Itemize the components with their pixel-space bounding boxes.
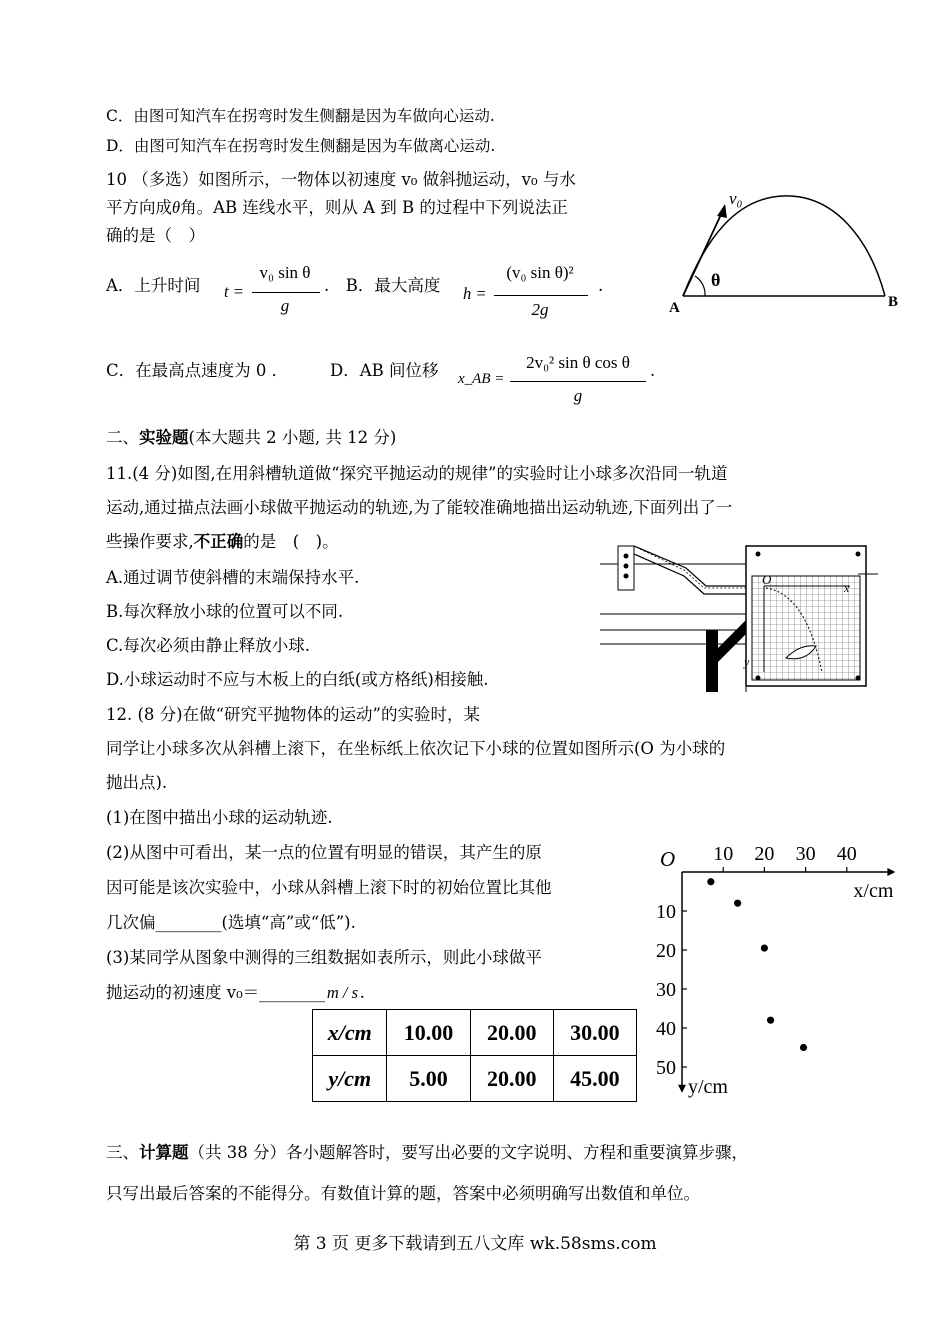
y-axis-arrowhead [678,1085,686,1093]
q10-option-b-numerator: (v₀ sin θ)² [506,263,574,282]
q10-option-b-denominator: 2g [531,300,549,319]
y-tick-label: 50 [656,1057,676,1079]
section-2-heading: 二、实验题(本大题共 2 小题, 共 12 分) [106,428,397,447]
theta-label: θ [711,270,721,290]
q11-option-c: C.每次必须由静止释放小球. [106,636,311,655]
q10-option-d-denominator: g [573,386,583,405]
q10-option-d-end: . [650,361,656,380]
table-cell: 10.00 [387,1010,470,1056]
point-a-label: A [669,300,680,316]
table-cell: 20.00 [470,1056,553,1102]
q9-option-d: D．由图可知汽车在拐弯时发生侧翻是因为车做离心运动. [106,137,496,155]
section-3-line2: 只写出最后答案的不能得分。有数值计算的题，答案中必须明确写出数值和单位。 [106,1184,700,1203]
q10-stem-line2: 平方向成θ角。AB 连线水平，则从 A 到 B 的过程中下列说法正 [106,198,568,217]
q12-line1: 12. (8 分)在做“研究平抛物体的运动”的实验时，某 [106,705,480,724]
fraction-bar [252,292,320,293]
y-tick-label: 40 [656,1018,676,1040]
table-cell: 20.00 [470,1010,553,1056]
fraction-bar [510,381,646,382]
q10-option-a-numerator: v₀ sin θ [259,263,311,282]
q12-line2: 同学让小球多次从斜槽上滚下，在坐标纸上依次记下小球的位置如图所示(O 为小球的 [106,739,726,758]
origin-o-label: O [762,572,772,587]
q12-data-table [312,1009,637,1102]
q12-line3: 抛出点). [106,773,168,792]
unit-mps: m / s [326,983,359,1002]
q12-part3-line2: 抛运动的初速度 v₀＝________ m / s . [106,983,365,1002]
scatter-point [800,1044,807,1051]
scatter-point [707,878,714,885]
q10-option-d-lhs: x_AB = [458,371,505,387]
table-row [313,1010,637,1056]
q10-option-b-end: . [598,276,604,295]
scatter-point [761,944,768,951]
q12-part1: (1)在图中描出小球的运动轨迹. [106,808,333,827]
q10-option-a-denominator: g [280,296,290,315]
v0-label: v₀ [729,189,743,208]
y-tick-label: 20 [656,940,676,962]
x-tick-label: 20 [754,843,775,865]
q10-option-b-lhs: h = [463,284,487,303]
q10-stem-line3: 确的是（ ） [106,226,205,245]
q10-option-d-label: D．AB 间位移 [330,361,439,380]
q9-option-c: C．由图可知汽车在拐弯时发生侧翻是因为车做向心运动. [106,107,495,125]
fraction-bar [494,295,588,296]
q10-stem-line1: 10 （多选）如图所示，一物体以初速度 v₀ 做斜抛运动，v₀ 与水 [106,170,576,189]
q10-option-c: C．在最高点速度为 0 ． [106,361,289,380]
x-tick-label: 30 [795,843,816,865]
q11-line2: 运动,通过描点法画小球做平抛运动的轨迹,为了能较准确地描出运动轨迹,下面列出了一 [106,498,733,517]
y-tick-label: 30 [656,979,676,1001]
table-cell: x/cm [313,1010,387,1056]
q11-option-d: D.小球运动时不应与木板上的白纸(或方格纸)相接触. [106,670,489,689]
origin-label: O [660,847,676,871]
y-tick-label: 10 [656,901,676,923]
theta-symbol: θ [172,198,181,217]
q12-scatter-chart [640,830,910,1100]
table-cell: 5.00 [387,1056,470,1102]
q12-part2-line1: (2)从图中可看出，某一点的位置有明显的错误，其产生的原 [106,843,542,862]
x-axis-label: x [844,581,850,595]
q11-option-a: A.通过调节使斜槽的末端保持水平. [106,568,360,587]
scatter-point [767,1017,774,1024]
table-row [313,1056,637,1102]
y-axis-label: y [744,655,750,669]
q10-option-b-label: . B．最大高度 [324,276,441,295]
q12-part2-line2: 因可能是该次实验中，小球从斜槽上滚下时的初始位置比其他 [106,878,552,897]
x-tick-label: 10 [713,843,734,865]
x-tick-label: 40 [836,843,857,865]
x-axis-title: x/cm [853,880,894,902]
q11-line1: 11.(4 分)如图,在用斜槽轨道做“探究平抛运动的规律”的实验时让小球多次沿同一轨道 [106,464,728,483]
x-axis-arrowhead [887,868,895,876]
scatter-point [734,900,741,907]
table-cell: 30.00 [553,1010,636,1056]
page-footer: 第 3 页 更多下载请到五八文库 wk.58sms.com [293,1234,657,1254]
angle-arc [695,276,705,296]
q10-projectile-figure [665,180,905,320]
q12-part2-line3: 几次偏________(选填“高”或“低”). [106,913,356,932]
q11-apparatus-figure [596,534,878,694]
q11-option-b: B.每次释放小球的位置可以不同. [106,602,344,621]
q11-line3: 些操作要求,不正确的是 ( )。 [106,532,339,551]
y-axis-title: y/cm [688,1075,728,1098]
v0-arrowhead [717,204,727,218]
q10-option-d-numerator: 2v₀² sin θ cos θ [526,353,630,372]
point-b-label: B [888,294,899,310]
section-3-line1: 三、计算题（共 38 分）各小题解答时，要写出必要的文字说明、方程和重要演算步骤， [106,1143,748,1162]
q10-option-a-label: A．上升时间 [106,276,201,295]
table-cell: 45.00 [553,1056,636,1102]
q10-option-a-lhs: t = [224,282,244,301]
table-cell: y/cm [313,1056,387,1102]
q12-part3-line1: (3)某同学从图象中测得的三组数据如表所示，则此小球做平 [106,948,542,967]
